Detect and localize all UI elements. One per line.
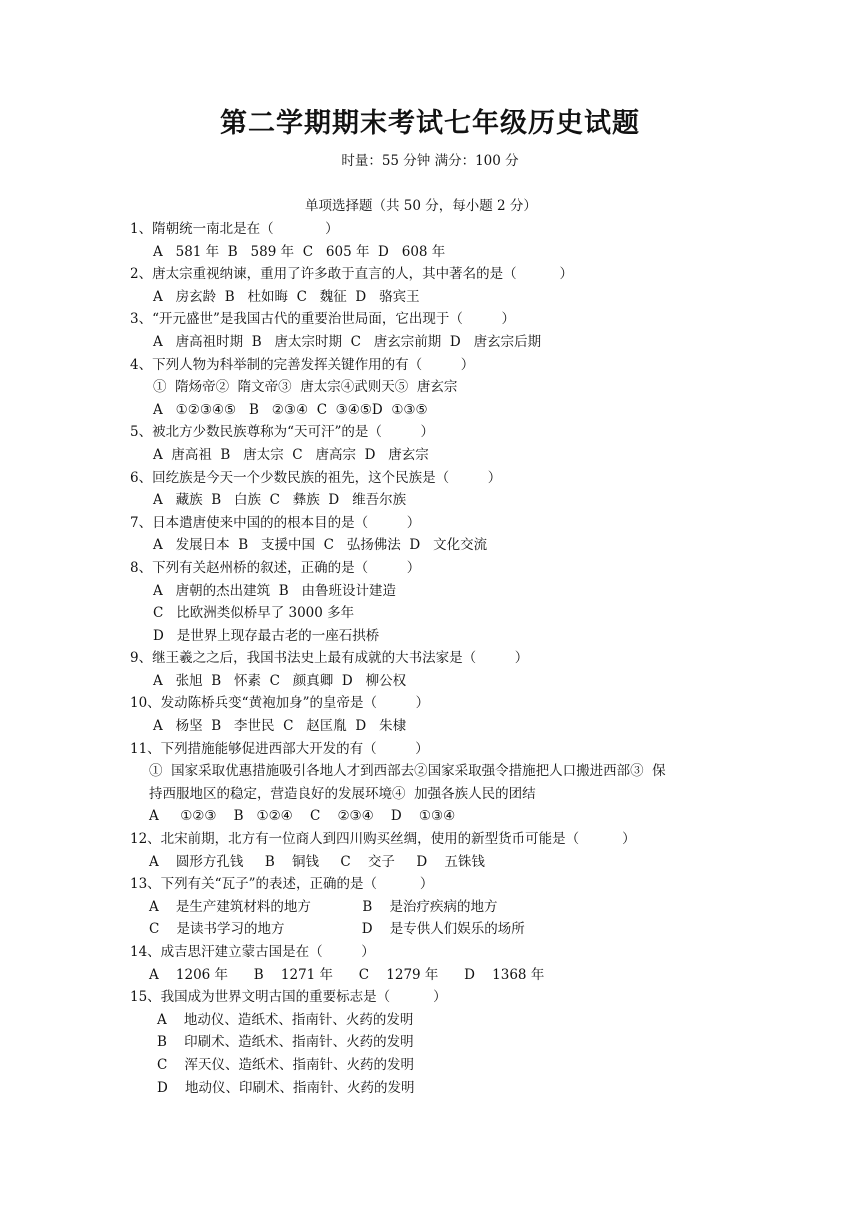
question-2: 2、唐太宗重视纳谏，重用了许多敢于直言的人，其中著名的是（ ） — [130, 266, 574, 283]
question-8-option-c: C 比欧洲类似桥早了 3000 多年 — [153, 605, 355, 622]
question-12-options: A 圆形方孔钱 B 铜钱 C 交子 D 五铢钱 — [149, 853, 485, 870]
exam-title: 第二学期期末考试七年级历史试题 — [220, 108, 640, 139]
question-8: 8、下列有关赵州桥的叙述，正确的是（ ） — [130, 559, 421, 576]
section-heading: 单项选择题（共 50 分，每小题 2 分） — [305, 198, 537, 214]
question-3: 3、“开元盛世”是我国古代的重要治世局面，它出现于（ ） — [130, 311, 516, 328]
question-13-option-cd: C 是读书学习的地方 D 是专供人们娱乐的场所 — [149, 921, 525, 938]
question-5: 5、被北方少数民族尊称为“天可汗”的是（ ） — [130, 424, 435, 441]
question-10: 10、发动陈桥兵变“黄袍加身”的皇帝是（ ） — [130, 695, 430, 712]
question-1: 1、隋朝统一南北是在（ ） — [130, 221, 339, 237]
question-13-option-ab: A 是生产建筑材料的地方 B 是治疗疾病的地方 — [149, 898, 498, 915]
question-11-items-line-1: ① 国家采取优惠措施吸引各地人才到西部去②国家采取强令措施把人口搬进西部③ 保 — [149, 763, 666, 780]
question-11-options: A ①②③ B ①②④ C ②③④ D ①③④ — [149, 808, 456, 825]
question-9: 9、继王羲之之后，我国书法史上最有成就的大书法家是（ ） — [130, 650, 529, 667]
question-7: 7、日本遣唐使来中国的的根本目的是（ ） — [130, 514, 421, 531]
question-11: 11、下列措施能够促进西部大开发的有（ ） — [130, 740, 429, 757]
question-15: 15、我国成为世界文明古国的重要标志是（ ） — [130, 989, 447, 1006]
question-15-option-d: D 地动仪、印刷术、指南针、火药的发明 — [157, 1079, 415, 1096]
question-4-options: A ①②③④⑤ B ②③④ C ③④⑤D ①③⑤ — [153, 401, 428, 418]
question-5-options: A 唐高祖 B 唐太宗 C 唐高宗 D 唐玄宗 — [153, 446, 429, 463]
question-2-options: A 房玄龄 B 杜如晦 C 魏征 D 骆宾王 — [153, 288, 420, 305]
question-4-items: ① 隋炀帝② 隋文帝③ 唐太宗④武则天⑤ 唐玄宗 — [153, 379, 458, 396]
question-6: 6、回纥族是今天一个少数民族的祖先，这个民族是（ ） — [130, 469, 502, 486]
question-15-option-b: B 印刷术、造纸术、指南针、火药的发明 — [157, 1034, 414, 1051]
question-15-option-c: C 浑天仪、造纸术、指南针、火药的发明 — [157, 1056, 414, 1073]
exam-time-and-score: 时量：55 分钟 满分：100 分 — [341, 153, 519, 169]
question-1-options: A 581 年 B 589 年 C 605 年 D 608 年 — [153, 243, 446, 260]
question-13: 13、下列有关“瓦子”的表述，正确的是（ ） — [130, 876, 434, 893]
question-10-options: A 杨坚 B 李世民 C 赵匡胤 D 朱棣 — [153, 718, 407, 735]
question-15-option-a: A 地动仪、造纸术、指南针、火药的发明 — [157, 1011, 414, 1028]
question-8-option-ab: A 唐朝的杰出建筑 B 由鲁班设计建造 — [153, 582, 396, 599]
question-14-options: A 1206 年 B 1271 年 C 1279 年 D 1368 年 — [149, 966, 545, 983]
question-list — [130, 218, 740, 1099]
question-6-options: A 藏族 B 白族 C 彝族 D 维吾尔族 — [153, 492, 407, 509]
question-9-options: A 张旭 B 怀素 C 颜真卿 D 柳公权 — [153, 672, 407, 689]
question-11-items-line-2: 持西服地区的稳定，营造良好的发展环境④ 加强各族人民的团结 — [149, 785, 536, 802]
question-3-options: A 唐高祖时期 B 唐太宗时期 C 唐玄宗前期 D 唐玄宗后期 — [153, 333, 542, 350]
question-4: 4、下列人物为科举制的完善发挥关键作用的有（ ） — [130, 356, 475, 373]
question-8-option-d: D 是世界上现存最古老的一座石拱桥 — [153, 627, 380, 644]
question-14: 14、成吉思汗建立蒙古国是在（ ） — [130, 944, 375, 960]
question-7-options: A 发展日本 B 支援中国 C 弘扬佛法 D 文化交流 — [153, 537, 488, 554]
question-12: 12、北宋前期，北方有一位商人到四川购买丝绸，使用的新型货币可能是（ ） — [130, 831, 636, 848]
